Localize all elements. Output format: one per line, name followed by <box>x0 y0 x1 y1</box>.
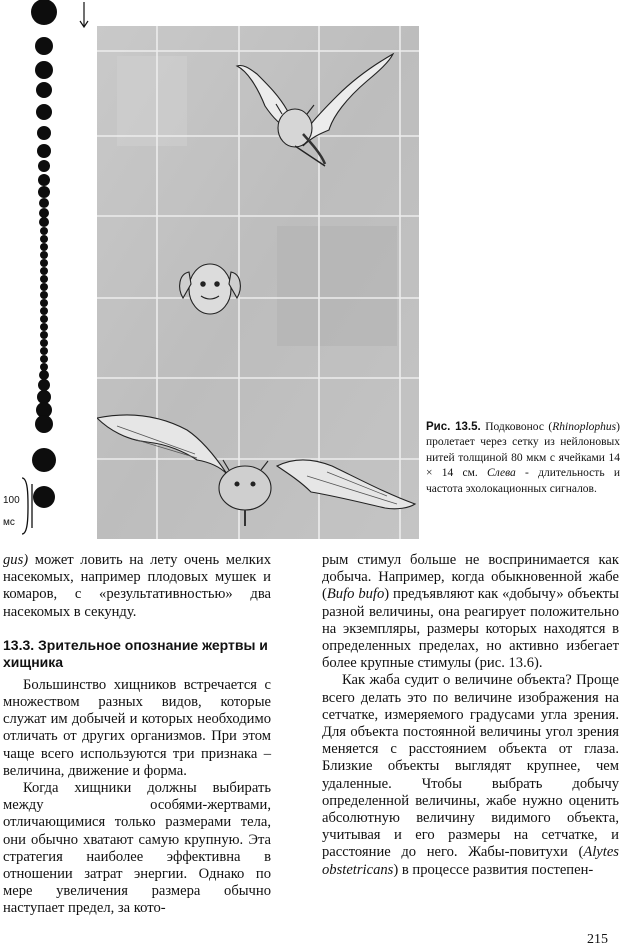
caption-label: Рис. 13.5. <box>426 421 481 433</box>
left-column <box>3 552 271 918</box>
bat-photo <box>97 26 419 539</box>
echolocation-pulse <box>40 331 48 339</box>
echolocation-pulse-column <box>28 0 68 520</box>
paragraph <box>322 552 619 672</box>
scale-unit: мс <box>3 517 15 528</box>
echolocation-pulse <box>31 0 57 25</box>
paragraph-text: ) в процессе развития постепен- <box>393 861 594 878</box>
caption-species: Rhinoplophus <box>552 421 617 433</box>
paragraph-text: ) предъявляют как «добычу» объекты разной величины, она реагирует положительно на экземпляры, размеры которых находятся в определенных пределах, но активно избегает более крупные стимулы (рис. 13.6). <box>322 586 619 672</box>
echolocation-pulse <box>40 291 48 299</box>
echolocation-pulse <box>40 315 48 323</box>
echolocation-pulse <box>40 251 48 259</box>
paragraph: Когда хищники должны выбирать между особями-жертвами, отличающимися только размерами тела, они обычно хватают самую крупную. Эта стратегия наиболее эффективна в отношении затрат энергии. Однако по мере увеличения размера обычно наступает предел, за кото- <box>3 780 271 917</box>
down-arrow-icon <box>79 2 89 28</box>
paragraph-text: Как жаба судит о величине объекта? Проще всего делать это по величине изображения на сетчатке, измеряемого градусами угла зрения. Для объекта постоянной величины угол зрения меняется с расстоянием объекта от глаза. Близкие объекты выглядят крупнее, чем удаленные. Чтобы выбрать добычу определенной величины, жабе нужно оценить абсолютную величину видимого объекта, учитывая и его размеры на сетчатке, и расстояние до него. Жабы-повитухи ( <box>322 672 619 861</box>
echolocation-pulse <box>33 486 55 508</box>
echolocation-pulse <box>32 448 56 472</box>
paragraph <box>3 552 271 621</box>
paragraph-text: может ловить на лету очень мелких насекомых, например плодовых мушек и комаров, с «результативностью» два насекомых в секунду. <box>3 552 271 620</box>
echolocation-pulse <box>35 415 53 433</box>
echolocation-pulse <box>40 323 48 331</box>
echolocation-pulse <box>37 144 51 158</box>
echolocation-pulse <box>40 355 48 363</box>
echolocation-pulse <box>40 299 48 307</box>
right-column <box>322 552 619 879</box>
echolocation-pulse <box>38 186 50 198</box>
italic-fragment: gus) <box>3 552 29 568</box>
paragraph <box>322 672 619 878</box>
echolocation-pulse <box>40 339 48 347</box>
echolocation-pulse <box>38 160 50 172</box>
caption-text: ) пролетает через сетку из нейлоновых нитей толщиной 80 мкм с ячейками 14 × 14 см. <box>426 421 620 480</box>
scale-value: 100 <box>3 495 20 506</box>
echolocation-pulse <box>40 267 48 275</box>
echolocation-pulse <box>37 126 51 140</box>
page-number: 215 <box>587 932 608 947</box>
echolocation-pulse <box>40 243 48 251</box>
paragraph-text: рым стимул больше не воспринимается как добыча. Например, когда обыкновенной жабе ( <box>322 552 619 603</box>
echolocation-pulse <box>40 259 48 267</box>
echolocation-pulse <box>40 227 48 235</box>
echolocation-pulse <box>36 82 52 98</box>
echolocation-pulse <box>40 283 48 291</box>
species-name: Bufo bufo <box>326 586 385 603</box>
species-name: Alytes obstetricans <box>322 844 619 878</box>
section-heading: 13.3. Зрительное опознание жертвы и хищника <box>3 636 268 670</box>
echolocation-pulse <box>40 347 48 355</box>
echolocation-pulse <box>35 37 53 55</box>
echolocation-pulse <box>40 275 48 283</box>
echolocation-pulse <box>38 174 50 186</box>
echolocation-pulse <box>39 198 49 208</box>
echolocation-pulse <box>36 104 52 120</box>
echolocation-pulse <box>39 217 49 227</box>
paragraph: Большинство хищников встречается с множеством разных видов, которые служат им добычей и которых необходимо отличать от других организмов. При этом чаще всего используются три признака – величина, движение и форма. <box>3 676 271 779</box>
echolocation-pulse <box>40 235 48 243</box>
echolocation-pulse <box>40 307 48 315</box>
echolocation-pulse <box>35 61 53 79</box>
caption-text: Подковонос ( <box>480 421 553 433</box>
figure-caption <box>426 420 620 497</box>
caption-left-word: Слева <box>487 467 516 480</box>
caption-text: - длительность и частота эхолокационных сигналов. <box>426 467 620 495</box>
